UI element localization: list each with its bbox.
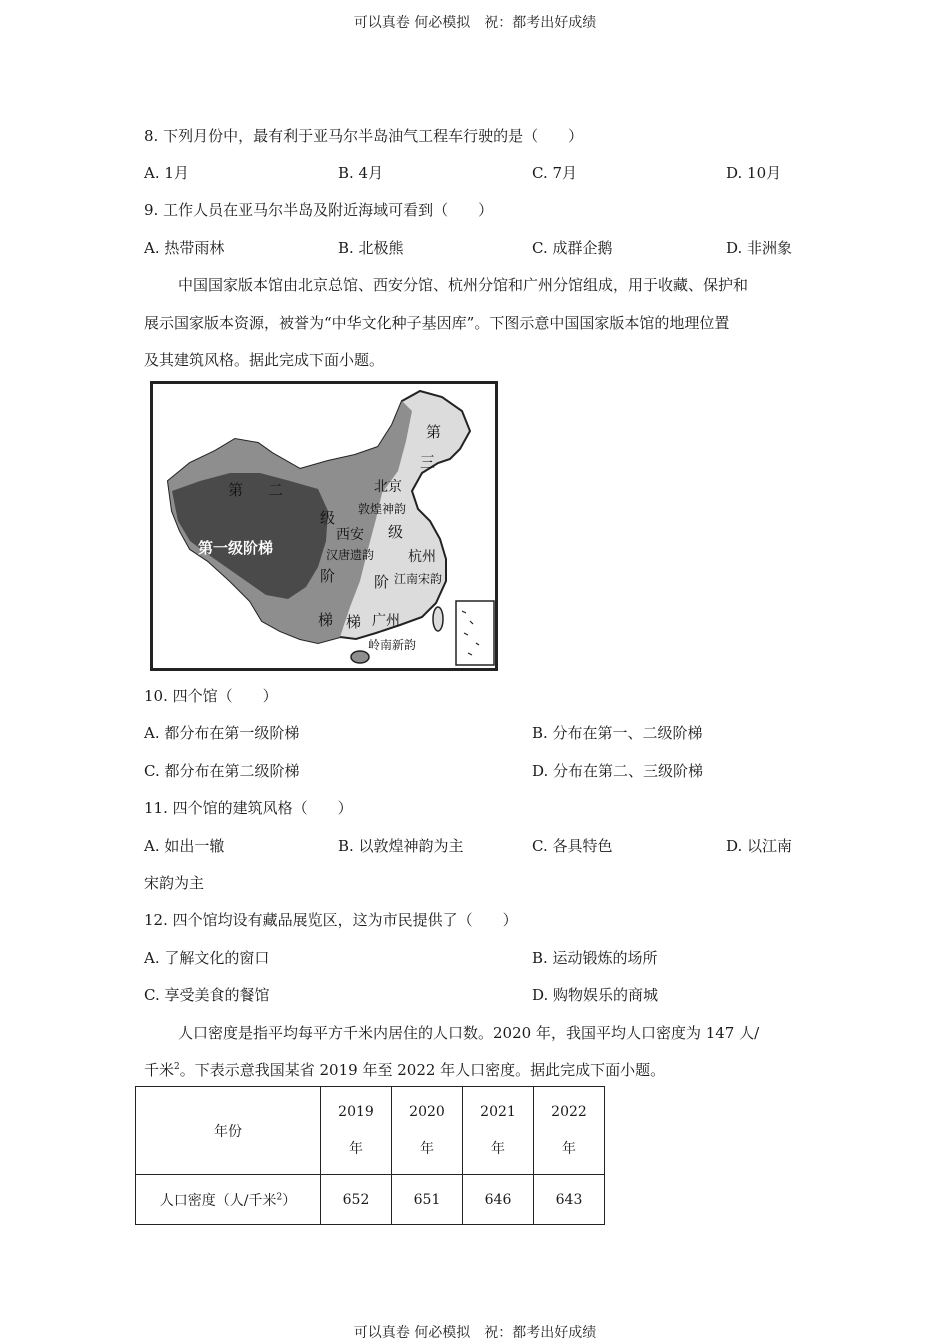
china-map-figure (150, 381, 498, 671)
passage-2-line-2 (144, 1059, 812, 1080)
map-city-hangzhou: 杭州 (408, 549, 436, 565)
table-year-suffix: 年 (491, 1140, 505, 1157)
table-value-2021: 646 (463, 1175, 534, 1225)
q8-option-c[interactable]: C. 7月 (532, 164, 578, 182)
passage-1-line-1: 中国国家版本馆由北京总馆、西安分馆、杭州分馆和广州分馆组成，用于收藏、保护和 (178, 276, 749, 294)
map-label-step2-b: 二 (268, 481, 284, 499)
q12-option-d[interactable]: D. 购物娱乐的商城 (532, 986, 659, 1004)
table-value-2019: 652 (321, 1175, 392, 1225)
passage-2-line-2-sup: 2 (174, 1062, 180, 1072)
table-year-2022: 2022 (551, 1103, 587, 1120)
table-year-cell (392, 1087, 463, 1175)
table-year-cell (321, 1087, 392, 1175)
question-8-stem: 8. 下列月份中，最有利于亚马尔半岛油气工程车行驶的是（ ） (144, 127, 584, 145)
south-china-sea-inset (456, 601, 494, 665)
table-year-suffix: 年 (420, 1140, 434, 1157)
population-density-table (135, 1086, 605, 1225)
passage-1-line-2: 展示国家版本资源，被誉为“中华文化种子基因库”。下图示意中国国家版本馆的地理位置 (144, 314, 730, 332)
q11-option-a[interactable]: A. 如出一辙 (144, 837, 225, 855)
q11-option-c[interactable]: C. 各具特色 (532, 837, 613, 855)
q11-option-b[interactable]: B. 以敦煌神韵为主 (338, 837, 464, 855)
map-style-guangzhou: 岭南新韵 (368, 638, 417, 652)
q9-option-a[interactable]: A. 热带雨林 (144, 239, 225, 257)
map-label-step3-b: 三 (420, 453, 436, 471)
question-10-stem: 10. 四个馆（ ） (144, 687, 278, 705)
map-label-step3-c: 级 (388, 523, 404, 541)
map-label-step3-a: 第 (426, 423, 442, 441)
q11-option-d-wrap: 宋韵为主 (144, 874, 205, 892)
q9-option-c[interactable]: C. 成群企鹅 (532, 239, 613, 257)
q10-option-d[interactable]: D. 分布在第二、三级阶梯 (532, 762, 704, 780)
q10-option-c[interactable]: C. 都分布在第二级阶梯 (144, 762, 300, 780)
map-city-xian: 西安 (336, 527, 364, 543)
passage-2-line-2-pre: 千米 (144, 1061, 175, 1079)
q8-option-b[interactable]: B. 4月 (338, 164, 384, 182)
map-label-step3-e: 梯 (346, 613, 362, 631)
q12-option-c[interactable]: C. 享受美食的餐馆 (144, 986, 270, 1004)
question-9-stem: 9. 工作人员在亚马尔半岛及附近海域可看到（ ） (144, 201, 494, 219)
map-style-beijing: 敦煌神韵 (358, 502, 407, 516)
row-label-sup: 2 (276, 1191, 283, 1202)
hainan-island (351, 651, 369, 663)
map-label-step2-c: 级 (320, 509, 336, 527)
passage-2-line-1: 人口密度是指平均每平方千米内居住的人口数。2020 年，我国平均人口密度为 147 人/ (178, 1024, 760, 1042)
passage-1-line-3: 及其建筑风格。据此完成下面小题。 (144, 351, 385, 369)
map-style-hangzhou: 江南宋韵 (394, 572, 443, 586)
table-year-cell (463, 1087, 534, 1175)
row-label-post: ） (282, 1192, 297, 1209)
table-year-cell (534, 1087, 605, 1175)
map-label-step2-a: 第 (228, 481, 244, 499)
map-style-xian: 汉唐遗韵 (326, 548, 375, 562)
passage-2-line-2-post: 。下表示意我国某省 2019 年至 2022 年人口密度。据此完成下面小题。 (179, 1061, 666, 1079)
page-header: 可以真卷 何必模拟 祝：都考出好成绩 (353, 15, 597, 31)
table-year-2019: 2019 (338, 1103, 374, 1120)
q12-option-a[interactable]: A. 了解文化的窗口 (144, 949, 270, 967)
table-header-label: 年份 (136, 1087, 321, 1175)
q8-option-a[interactable]: A. 1月 (144, 164, 189, 182)
q11-option-d[interactable]: D. 以江南 (726, 837, 793, 855)
table-row-label (136, 1175, 321, 1225)
q10-option-a[interactable]: A. 都分布在第一级阶梯 (144, 724, 300, 742)
q8-option-d[interactable]: D. 10月 (726, 164, 782, 182)
table-year-2021: 2021 (480, 1103, 516, 1120)
q10-option-b[interactable]: B. 分布在第一、二级阶梯 (532, 724, 703, 742)
map-label-step1: 第一级阶梯 (198, 539, 274, 557)
taiwan-island (433, 607, 443, 631)
q9-option-b[interactable]: B. 北极熊 (338, 239, 404, 257)
map-city-guangzhou: 广州 (372, 613, 400, 629)
map-label-step3-d: 阶 (374, 573, 390, 591)
table-year-suffix: 年 (349, 1140, 363, 1157)
table-year-2020: 2020 (409, 1103, 445, 1120)
q9-option-d[interactable]: D. 非洲象 (726, 239, 793, 257)
map-label-step2-d: 阶 (320, 567, 336, 585)
row-label-pre: 人口密度（人/千米 (159, 1192, 277, 1209)
table-value-2022: 643 (534, 1175, 605, 1225)
q12-option-b[interactable]: B. 运动锻炼的场所 (532, 949, 658, 967)
map-label-step2-e: 梯 (318, 611, 334, 629)
question-11-stem: 11. 四个馆的建筑风格（ ） (144, 799, 353, 817)
map-city-beijing: 北京 (374, 479, 402, 495)
question-12-stem: 12. 四个馆均设有藏品展览区，这为市民提供了（ ） (144, 911, 518, 929)
table-year-suffix: 年 (562, 1140, 576, 1157)
page-footer: 可以真卷 何必模拟 祝：都考出好成绩 (353, 1325, 597, 1341)
table-value-2020: 651 (392, 1175, 463, 1225)
